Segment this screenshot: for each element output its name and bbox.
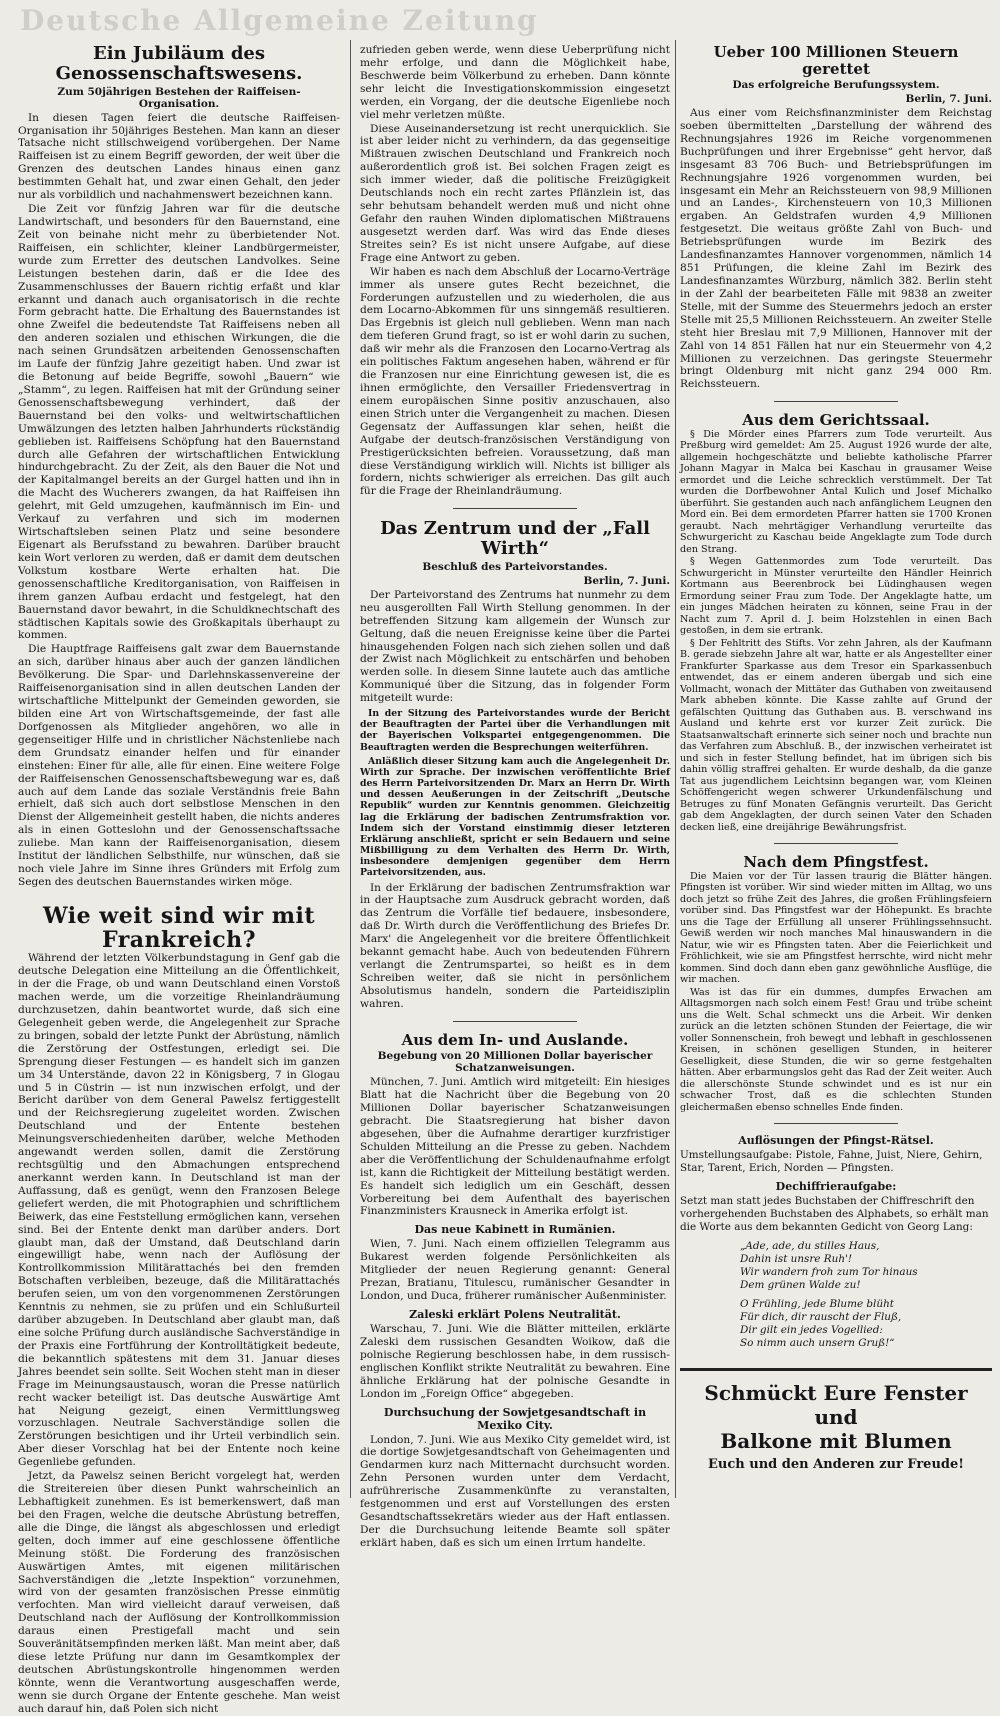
paragraph: § Der Fehltritt des Stifts. Vor zehn Jahren, als der Kaufmann B. gerade siebzehn Jahre alt war, hatte er als Angestellter einer Frankfurter Sparkasse aus dem Tresor ein Sparkassenbuch entwendet, das er einem anderen übergab und sich eine Vollmacht, wonach der Mittäter das Guthaben von zweitausend Mark abheben könnte. Die Kasse zahlte auf Grund der gefälschten Quittung das Guthaben aus. B. verschwand ins Ausland und kehrte erst vor kurzer Zeit zurück. Die Staatsanwaltschaft erinnerte sich seiner noch und brachte nun das Verfahren zum Abschluß. B., der inzwischen verheiratet ist und sich in fester Stellung befindet, hat im übrigen sich bis dahin völlig straffrei gehalten. Er wurde deshalb, da die ganze Tat aus jugendlichem Leichtsinn begangen war, vom Kleinen Schöffengericht wegen schwerer Urkundenfälschung und Betruges zu fünf Monaten Gefängnis verurteilt. Das Gericht gab dem Angeklagten, der durch seinen Vater den Schaden decken ließ, eine dreijährige Bewährungsfrist. <box>680 637 992 833</box>
paragraph: § Die Mörder eines Pfarrers zum Tode verurteilt. Aus Preßburg wird gemeldet: Am 25. August 1926 wurde der alte, allgemein hochgeschätzte und beliebte katholische Pfarrer Johann Magyar in Malca bei Kaschau in grausamer Weise ermordet und die Leiche schrecklich verstümmelt. Der Tat wurden die Dorfbewohner Antal Kulich und Josef Michalko überführt. Sie gestanden auch nach anfänglichem Leugnen den Mord ein. Bei dem ermordeten Pfarrer hatten sie 1700 Kronen geraubt. Nach mehrtägiger Verhandlung verurteilte das Schwurgericht zu Kaschau beide Angeklagte zum Tode durch den Strang. <box>680 428 992 555</box>
article-subheadline: Zum 50jährigen Bestehen der Raiffeisen-Organisation. <box>57 85 301 110</box>
article-subheadline: Begebung von 20 Millionen Dollar bayerischer Schatzanweisungen. <box>377 1050 653 1075</box>
advertisement <box>680 1368 992 1472</box>
dateline: Berlin, 7. Juni. <box>583 574 670 587</box>
poem-line: Dahin ist unsre Ruh'! <box>740 1253 853 1266</box>
poem <box>740 1240 992 1350</box>
quote: Anläßlich dieser Sitzung kam auch die Angelegenheit Dr. Wirth zur Sprache. Der inzwischen veröffentlichte Brief des Herrn Parteivorsitzenden Dr. Marx an Herrn Dr. Wirth und dessen Aeußerungen in der Zeitschrift „Deutsche Republik“ wurden zur Kenntnis genommen. Gleichzeitig lag die Erklärung der badischen Zentrumsfraktion vor. Indem sich der Vorstand einstimmig dieser letzteren Erklärung anschließt, spricht er sein Bedauern und seine Mißbilligung zu dem Verhalten des Herrn Dr. Wirth, insbesondere demjenigen gegenüber dem Herrn Parteivorsitzenden, aus. <box>360 755 670 879</box>
paragraph: Die Maien vor der Tür lassen traurig die Blätter hängen. Pfingsten ist vorüber. Wir sind wieder mitten im Alltag, wo uns doch jetzt so frühe Zeit des Jahres, die großen Frühlingsfeiern vorüber sind. Das Pfingstfest war der Höhepunkt. Es brachte uns die Tage der Erfüllung all unserer Frühlingssehnsucht. Gewiß werden wir noch manches Mal hinauswandern in die Natur, wie wir es Pfingsten taten. Aber die Feierlichkeit und Fröhlichkeit, wie sie am Pfingstfest herrschte, wird nicht mehr kommen. Sind doch dann eben ganz gewöhnliche Ausflüge, die wir machen. <box>680 870 992 986</box>
paragraph: Aus einer vom Reichsfinanzminister dem Reichstag soeben übermittelten „Darstellung der während des Rechnungsjahres 1926 im Reiche vorgenommenen Buchprüfungen und ihrer Ergebnisse“ geht hervor, daß insgesamt 83 706 Buch- und Betriebsprüfungen im Rechnungsjahre 1926 vorgenommen wurden, bei insgesamt ein Mehr an Reichssteuern von 98,9 Millionen und an Landes-, Kirchensteuern von 10,3 Millionen ergaben. An Geldstrafen wurden 4,9 Millionen festgesetzt. Die weitaus größte Zahl von Buch- und Betriebsprüfungen wurde im Bezirk des Landesfinanzamtes Hannover vorgenommen, nämlich 14 851 Prüfungen, die kleine Zahl im Bezirk des Landesfinanzamtes Würzburg, nämlich 382. Berlin steht in der Zahl der bearbeiteten Fälle mit 9838 an zweiter Stelle, mit der Summe des Steuermehrs jedoch an erster Stelle mit 25,5 Millionen Reichssteuern. An zweiter Stelle steht hier Breslau mit 7,9 Millionen, Hannover mit der Zahl von 14 851 Fällen hat nur ein Steuermehr von 4,2 Millionen zu verzeichnen. Das geringste Steuermehr bringt Oldenburg mit nicht ganz 294 000 Rm. Reichssteuern. <box>680 107 992 391</box>
paragraph: Warschau, 7. Juni. Wie die Blätter mitteilen, erklärte Zaleski dem russischen Gesandten Woikow, daß die polnische Regierung beschlossen habe, in dem russisch-englischen Konflikt strikte Neutralität zu bewahren. Eine ähnliche Erklärung hat der polnische Gesandte in London im „Foreign Office“ abgegeben. <box>360 1322 670 1400</box>
article-subheadline: Beschluß des Parteivorstandes. <box>422 560 608 573</box>
news-item-title: Durchsuchung der Sowjetgesandtschaft in Mexiko City. <box>383 1405 647 1432</box>
news-item-title: Zaleski erklärt Polens Neutralität. <box>409 1307 621 1321</box>
article-subheadline: Das erfolgreiche Berufungssystem. <box>732 79 940 91</box>
poem-line: Für dich, dir rauscht der Fluß, <box>740 1311 902 1324</box>
ad-line: Balkone mit Blumen <box>720 1429 952 1454</box>
puzzle-title: Auflösungen der Pfingst-Rätsel. <box>738 1134 934 1148</box>
article-headline: Ueber 100 Millionen Steuern gerettet <box>713 43 959 78</box>
paragraph: Was ist das für ein dummes, dumpfes Erwachen am Alltagsmorgen nach solch einem Fest! Grau und trübe scheint uns die Welt. Schal schmeckt uns die Arbeit. Wir denken zurück an die letzten schönen Stunden der Feiertage, die wir voller Sonnenschein, froh bewegt und lebhaft in geschlossenen Kreisen, in schönen geselligen Stunden, in heiterer Geselligkeit, diese Stunden, die wir so gerne festgehalten hätten. Aber erbarmungslos geht das Rad der Zeit weiter. Auch die allerschönste Stunde schwindet und es ist nur ein schwacher Trost, daß es die schlechten Stunden gleichermaßen ebenso schnelles Ende finden. <box>680 986 992 1113</box>
article-headline: Wie weit sind wir mit Frankreich? <box>42 902 316 954</box>
article-headline: Nach dem Pfingstfest. <box>743 853 929 872</box>
news-item-title: Das neue Kabinett in Rumänien. <box>414 1223 616 1237</box>
poem-line: So nimm auch unsern Gruß!“ <box>740 1337 895 1350</box>
poem-line: „Ade, ade, du stilles Haus, <box>740 1240 880 1253</box>
column-left <box>18 43 340 1715</box>
puzzle-answer: Umstellungsaufgabe: Pistole, Fahne, Juist, Niere, Gehirn, Star, Tarent, Erich, Norden — Pfingsten. <box>680 1149 983 1175</box>
paragraph: zufrieden geben werde, wenn diese Ueberprüfung nicht mehr erfolge, und dann die Möglichkeit habe, Beschwerde beim Völkerbund zu erheben. Dann könnte sehr leicht die Investigationskommission eingesetzt werden, ein Vorgang, der die deutsche Eigenliebe noch viel mehr verletzen müßte. <box>360 44 670 121</box>
quote: In der Sitzung des Parteivorstandes wurde der Bericht der Beauftragten der Partei über die Verhandlungen mit der Bayerischen Volkspartei entgegengenommen. Die Beauftragten werden die Besprechungen weiterführen. <box>360 708 670 753</box>
paragraph: Jetzt, da Pawelsz seinen Bericht vorgelegt hat, werden die Streitereien über diesen Punkt wahrscheinlich an Lebhaftigkeit zunehmen. Es ist bemerkenswert, daß man bei den Fragen, welche die deutsche Abrüstung betreffen, alle die Dinge, die längst als abgeschlossen und erledigt gelten, doch immer auf eine geschlossene öffentliche Meinung stößt. Die Forderung des französischen Auswärtigen Amtes, mit eigenen militärischen Sachverständigen die „letzte Inspektion“ vorzunehmen, wird von der gesamten französischen Presse einmütig verfochten. Man wird vielleicht darauf verweisen, daß Deutschland nach der Auflösung der Kontrollkommission daraus einen Prestigefall macht und sein Souveränitätsempfinden merken läßt. Man meint aber, daß diese letzte Prüfung nur dann im Gesamtkomplex der deutschen Abrüstungskontrolle hingenommen werden könnte, wenn die Verantwortung ausgeschaffen werde, wenn sie durch Organe der Entente geschehe. Man weist auch darauf hin, daß Polen sich nicht <box>18 1470 340 1715</box>
poem-line: Wir wandern froh zum Tor hinaus <box>740 1266 918 1279</box>
article-headline: Aus dem Gerichtssaal. <box>742 411 930 430</box>
column-middle <box>360 44 670 1549</box>
masthead-bleedthrough: Deutsche Allgemeine Zeitung <box>20 4 539 37</box>
puzzle-subtitle: Dechiffrieraufgabe: <box>775 1180 897 1194</box>
paragraph: London, 7. Juni. Wie aus Mexiko City gemeldet wird, ist die dortige Sowjetgesandtschaft von Geheimagenten und Gendarmen kurz nach Mitternacht durchsucht worden. Zehn Personen wurden unter dem Verdacht, aufrührerische Zusammenkünfte zu veranstalten, festgenommen und erst auf Vorstellungen des ersten Gesandtschaftssekretärs wieder aus der Haft entlassen. Der die Durchsuchung leitende Beamte soll später erklärt haben, daß es sich um einen Irrtum handelte. <box>360 1433 670 1549</box>
dateline: Berlin, 7. Juni. <box>905 93 992 105</box>
poem-line: O Frühling, jede Blume blüht <box>740 1298 894 1311</box>
paragraph: Wir haben es nach dem Abschluß der Locarno-Verträge immer als unsere gutes Recht bezeichnet, die Forderungen aufzustellen und zu wiederholen, die aus dem Locarno-Abkommen für uns sinngemäß resultieren. Das Ergebnis ist gleich null geblieben. Wenn man nach dem tieferen Grund fragt, so ist er wohl darin zu suchen, daß wir mehr als die Franzosen den Locarno-Vertrag als ein politisches Faktum angesehen haben, während er für die Franzosen nur eine Einrichtung gewesen ist, die es ihnen ermöglichte, den Versailler Friedensvertrag in einem europäischen Sinne positiv anzuschauen, also einen Strich unter die Vergangenheit zu machen. Diesen Gegensatz der Auffassungen klar sehen, heißt die Aufgabe der deutsch-französischen Verständigung von Prestigerücksichten befreien. Voraussetzung, daß man diese Verständigung wirklich will. Nichts ist billiger als fordern, nichts schwieriger als erreichen. Das gilt auch für die Frage der Rheinlandräumung. <box>360 265 670 498</box>
puzzle-answer: Setzt man statt jedes Buchstaben der Chiffreschrift den vorhergehenden Buchstaben des Alphabets, so erhält man die Worte aus dem bekannten Gedicht von Georg Lang: <box>680 1195 989 1234</box>
column-rule <box>675 40 676 1498</box>
article-headline: Aus dem In- und Auslande. <box>401 1030 629 1049</box>
paragraph: Wien, 7. Juni. Nach einem offiziellen Telegramm aus Bukarest werden folgende Persönlichkeiten als Mitglieder der neuen Regierung genannt: General Prezan, Bratianu, Titulescu, rumänischer Gesandter in London, und Duca, früherer rumänischer Außenminister. <box>360 1238 670 1303</box>
column-right <box>680 44 992 1500</box>
poem-line: Dem grünen Walde zu! <box>740 1279 861 1292</box>
paragraph: Die Zeit vor fünfzig Jahren war für die deutsche Landwirtschaft, und besonders für den Bauernstand, eine Zeit von beinahe nicht mehr zu überbietender Not. Raiffeisen, ein schlichter, kleiner Landbürgermeister, wurde zum Erretter des deutschen Landvolkes. Seine Leistungen bestehen darin, daß er die Idee des Zusammenschlusses der Bauern richtig erfaßt und klar erkannt und danach auch organisatorisch in die rechte Form gebracht hatte. Die Erhaltung des Bauernstandes ist ohne Zweifel die bedeutendste Tat Raiffeisens neben all den anderen sozialen und ethischen Wirkungen, die die nach seinen Grundsätzen arbeitenden Genossenschaften im Laufe der fünfzig Jahre gezeitigt haben. Und zwar ist die Betonung auf beide Begriffe, sowohl „Bauern“ wie „Stamm“, zu legen. Raiffeisen hat mit der Gründung seiner Genossenschaftsbewegung verhindert, daß der Bauernstand bei den volks- und weltwirtschaftlichen Umwälzungen des letzten halben Jahrhunderts rückständig geblieben ist. Raiffeisens Schöpfung hat den Bauernstand durch alle Gefahren der wirtschaftlichen Entwicklung hindurchgebracht. Zu der Zeit, als den Bauer die Not und der Kapitalmangel bereits an der Gurgel hatten und ihn in die Macht des Wucherers zwangen, da hat Raiffeisen ihn gelehrt, mit Geld umzugehen, kaufmännisch im Ein- und Verkauf zu verfahren und sich im modernen Wirtschaftsleben seinen Platz und seine besondere Eigenart als Berufsstand zu bewahren. Darüber braucht kein Wort verloren zu werden, daß er damit dem deutschen Volkstum kostbare Werte erhalten hat. Die genossenschaftliche Kreditorganisation, von Raiffeisen in ihrem ganzen Aufbau erdacht und festgelegt, hat den Bauernstand davor bewahrt, in die Schuldknechtschaft des städtischen Kapitals sowie des Großkapitals überhaupt zu kommen. <box>18 203 340 642</box>
article-headline: Das Zentrum und der „Fall Wirth“ <box>380 518 650 560</box>
article-headline: Ein Jubiläum des Genossenschaftswesens. <box>55 43 303 84</box>
paragraph: Der Parteivorstand des Zentrums hat nunmehr zu dem neu ausgerollten Fall Wirth Stellung genommen. In der betreffenden Sitzung kam allgemein der Wunsch zur Geltung, daß die neuen Ereignisse keine über die Partei hinausgehenden Folgen nach sich ziehen sollen und daß der Zwist nach Möglichkeit zu entschärfen und behoben werden solle. In diesem Sinne lautete auch das amtliche Kommuniqué über die Sitzung, das in folgender Form mitgeteilt wurde: <box>360 588 670 705</box>
ad-line: Schmückt Eure Fenster und <box>704 1381 968 1430</box>
paragraph: Diese Auseinandersetzung ist recht unerquicklich. Sie ist aber leider nicht zu verhindern, da das gegenseitige Mißtrauen zwischen Deutschland und Frankreich noch außerordentlich groß ist. Bei solchen Fragen zeigt es sich immer wieder, daß die politische Freizügigkeit Deutschlands noch ein recht zartes Pflänzlein ist, das sehr behutsam behandelt werden muß und nicht ohne Gefahr den rauhen Winden diplomatischen Mißtrauens ausgesetzt werden darf. Was wird das Ende dieses Streites sein? Es ist nicht unsere Aufgabe, auf diese Frage eine Antwort zu geben. <box>360 122 670 264</box>
paragraph: Während der letzten Völkerbundstagung in Genf gab die deutsche Delegation eine Mitteilung an die Öffentlichkeit, in der die Frage, ob und wann Deutschland einen Vorstoß machen werde, um die vorzeitige Rheinlandräumung durchzusetzen, dahin beantwortet wurde, daß sich eine Gelegenheit geben werde, die Angelegenheit zur Sprache zu bringen, sobald der letzte Punkt der Abrüstung, nämlich die Zerstörung der Ostfestungen, erledigt sei. Die Sprengung dieser Festungen — es handelt sich im ganzen um 34 Unterstände, davon 22 in Königsberg, 7 in Glogau und 5 in Cüstrin — ist nun inzwischen erfolgt, und der Bericht darüber von dem General Pawelsz fertiggestellt und der Reichsregierung zugeleitet worden. Zwischen Deutschland und der Entente bestehen Meinungsverschiedenheiten darüber, welche Methoden angewandt werden sollen, damit die Zerstörung rechtsgültig und den Abmachungen entsprechend anerkannt werden kann. In Deutschland ist man der Auffassung, daß es genügt, wenn den Franzosen Belege geliefert werden, die mit Photographien und schriftlichem Beiwerk, das eine Feststellung ermöglichen kann, versehen sind. Bei der Entente denkt man darüber anders. Dort glaubt man, daß der Umstand, daß Deutschland darin eingewilligt habe, wenn nach der Auflösung der Kontrollkommission Militärattachés bei den fremden Botschaften verbleiben, bezeuge, daß die Militärattachés berufen seien, um von den vorgenommenen Zerstörungen Kenntnis zu nehmen, sie zu prüfen und ein Schlußurteil darüber abzugeben. In Deutschland aber glaubt man, daß eine solche Prüfung durch ausländische Sachverständige in der Praxis eine Fortführung der Kontrolltätigkeit bedeute, die bekanntlich spätestens mit dem 31. Januar dieses Jahres beendet sein sollte. Seit Wochen steht man in dieser Frage im Meinungsaustausch, woran die Presse natürlich recht wacker beteiligt ist. Das deutsche Auswärtige Amt hat Neigung gezeigt, einen Vermittlungsweg vorzuschlagen. Neutrale Sachverständige sollen die Zerstörungen besichtigen und ihr Urteil verbindlich sein. Aber dieser Vorschlag hat bei der Entente noch keine Gegenliebe gefunden. <box>18 952 340 1469</box>
paragraph: In der Erklärung der badischen Zentrumsfraktion war in der Hauptsache zum Ausdruck gebracht worden, daß das Zentrum die Vorfälle tief bedauere, insbesondere, daß Dr. Wirth durch die Veröffentlichung des Briefes Dr. Marx' die Angelegenheit vor die breitere Öffentlichkeit bekannt gemacht habe. Auch von bedeutenden Führern verlangt die Zentrumspartei, so heißt es in dem Schreiben weiter, daß sie nicht in persönlichem Absolutismus handeln, sondern die Parteidisziplin wahren. <box>360 881 670 1010</box>
ad-line: Euch und den Anderen zur Freude! <box>708 1457 964 1473</box>
paragraph: München, 7. Juni. Amtlich wird mitgeteilt: Ein hiesiges Blatt hat die Nachricht über die Begebung von 20 Millionen Dollar bayerischer Schatzanweisungen gebracht. Die Staatsregierung hat bisher davon abgesehen, über die Aufnahme derartiger kurzfristiger Schulden Mitteilung an die Presse zu geben. Nachdem aber die Veröffentlichung der Schuldenaufnahme erfolgt ist, kann die Richtigkeit der Mitteilung bestätigt werden. Es handelt sich lediglich um ein Geschäft, dessen Vorbereitung bei dem Aufenthalt des bayerischen Finanzministers Krausneck in Amerika erfolgt ist. <box>360 1076 670 1218</box>
poem-line: Dir gilt ein jedes Vogellied: <box>740 1324 883 1337</box>
paragraph: § Wegen Gattenmordes zum Tode verurteilt. Das Schwurgericht in Münster verurteilte den Händler Heinrich Kortmann aus Beerenbrock bei Lüdinghausen wegen Ermordung seiner Frau zum Tode. Der Angeklagte hatte, um ein junges Mädchen heiraten zu können, seine Frau in der Nacht zum 7. April d. J. beim Holzstehlen in einen Bach gestoßen, in dem sie ertrank. <box>680 556 992 637</box>
column-rule <box>350 40 351 1498</box>
paragraph: Die Hauptfrage Raiffeisens galt zwar dem Bauernstande an sich, darüber hinaus aber auch der ganzen ländlichen Bevölkerung. Die Spar- und Darlehnskassenvereine der Raiffeisenorganisation sind in allen deutschen Landen der wirtschaftliche Mittelpunkt der Gemeinden geworden, sie bilden eine Art von Wirtschaftsgemeinde, der fast alle Dorfgenossen als Mitglieder angehören, wo alle in gegenseitiger Hilfe und in christlicher Nächstenliebe nach dem Grundsatz einander helfen und für einander einstehen: Einer für alle, alle für einen. Eine weitere Folge der Raiffeisenschen Genossenschaftsbewegung war es, daß auch auf dem Lande das soziale Verständnis freie Bahn erhielt, daß sich auch dort selbstlose Menschen in den Dienst der Allgemeinheit gestellt haben, die nichts anderes als in einen Gotteslohn und der Genossenschaftssache zuliebe. Man kann der Raiffeisenorganisation, diesem Institut der ländlichen Selbsthilfe, nur wünschen, daß sie noch viele Jahre im Sinne ihres Gründers mit Erfolg zum Segen des deutschen Bauernstandes wirken möge. <box>18 643 340 888</box>
paragraph: In diesen Tagen feiert die deutsche Raiffeisen-Organisation ihr 50jähriges Bestehen. Man kann an dieser Tatsache nicht stillschweigend vorübergehen. Der Name Raiffeisen ist zu einem Begriff geworden, der weit über die Grenzen des deutschen Landes hinaus einen ganz bestimmten Gehalt hat, und zwar einen Gehalt, den jeder nur als vorbildlich und nachahmenswert bezeichnen kann. <box>18 111 340 202</box>
